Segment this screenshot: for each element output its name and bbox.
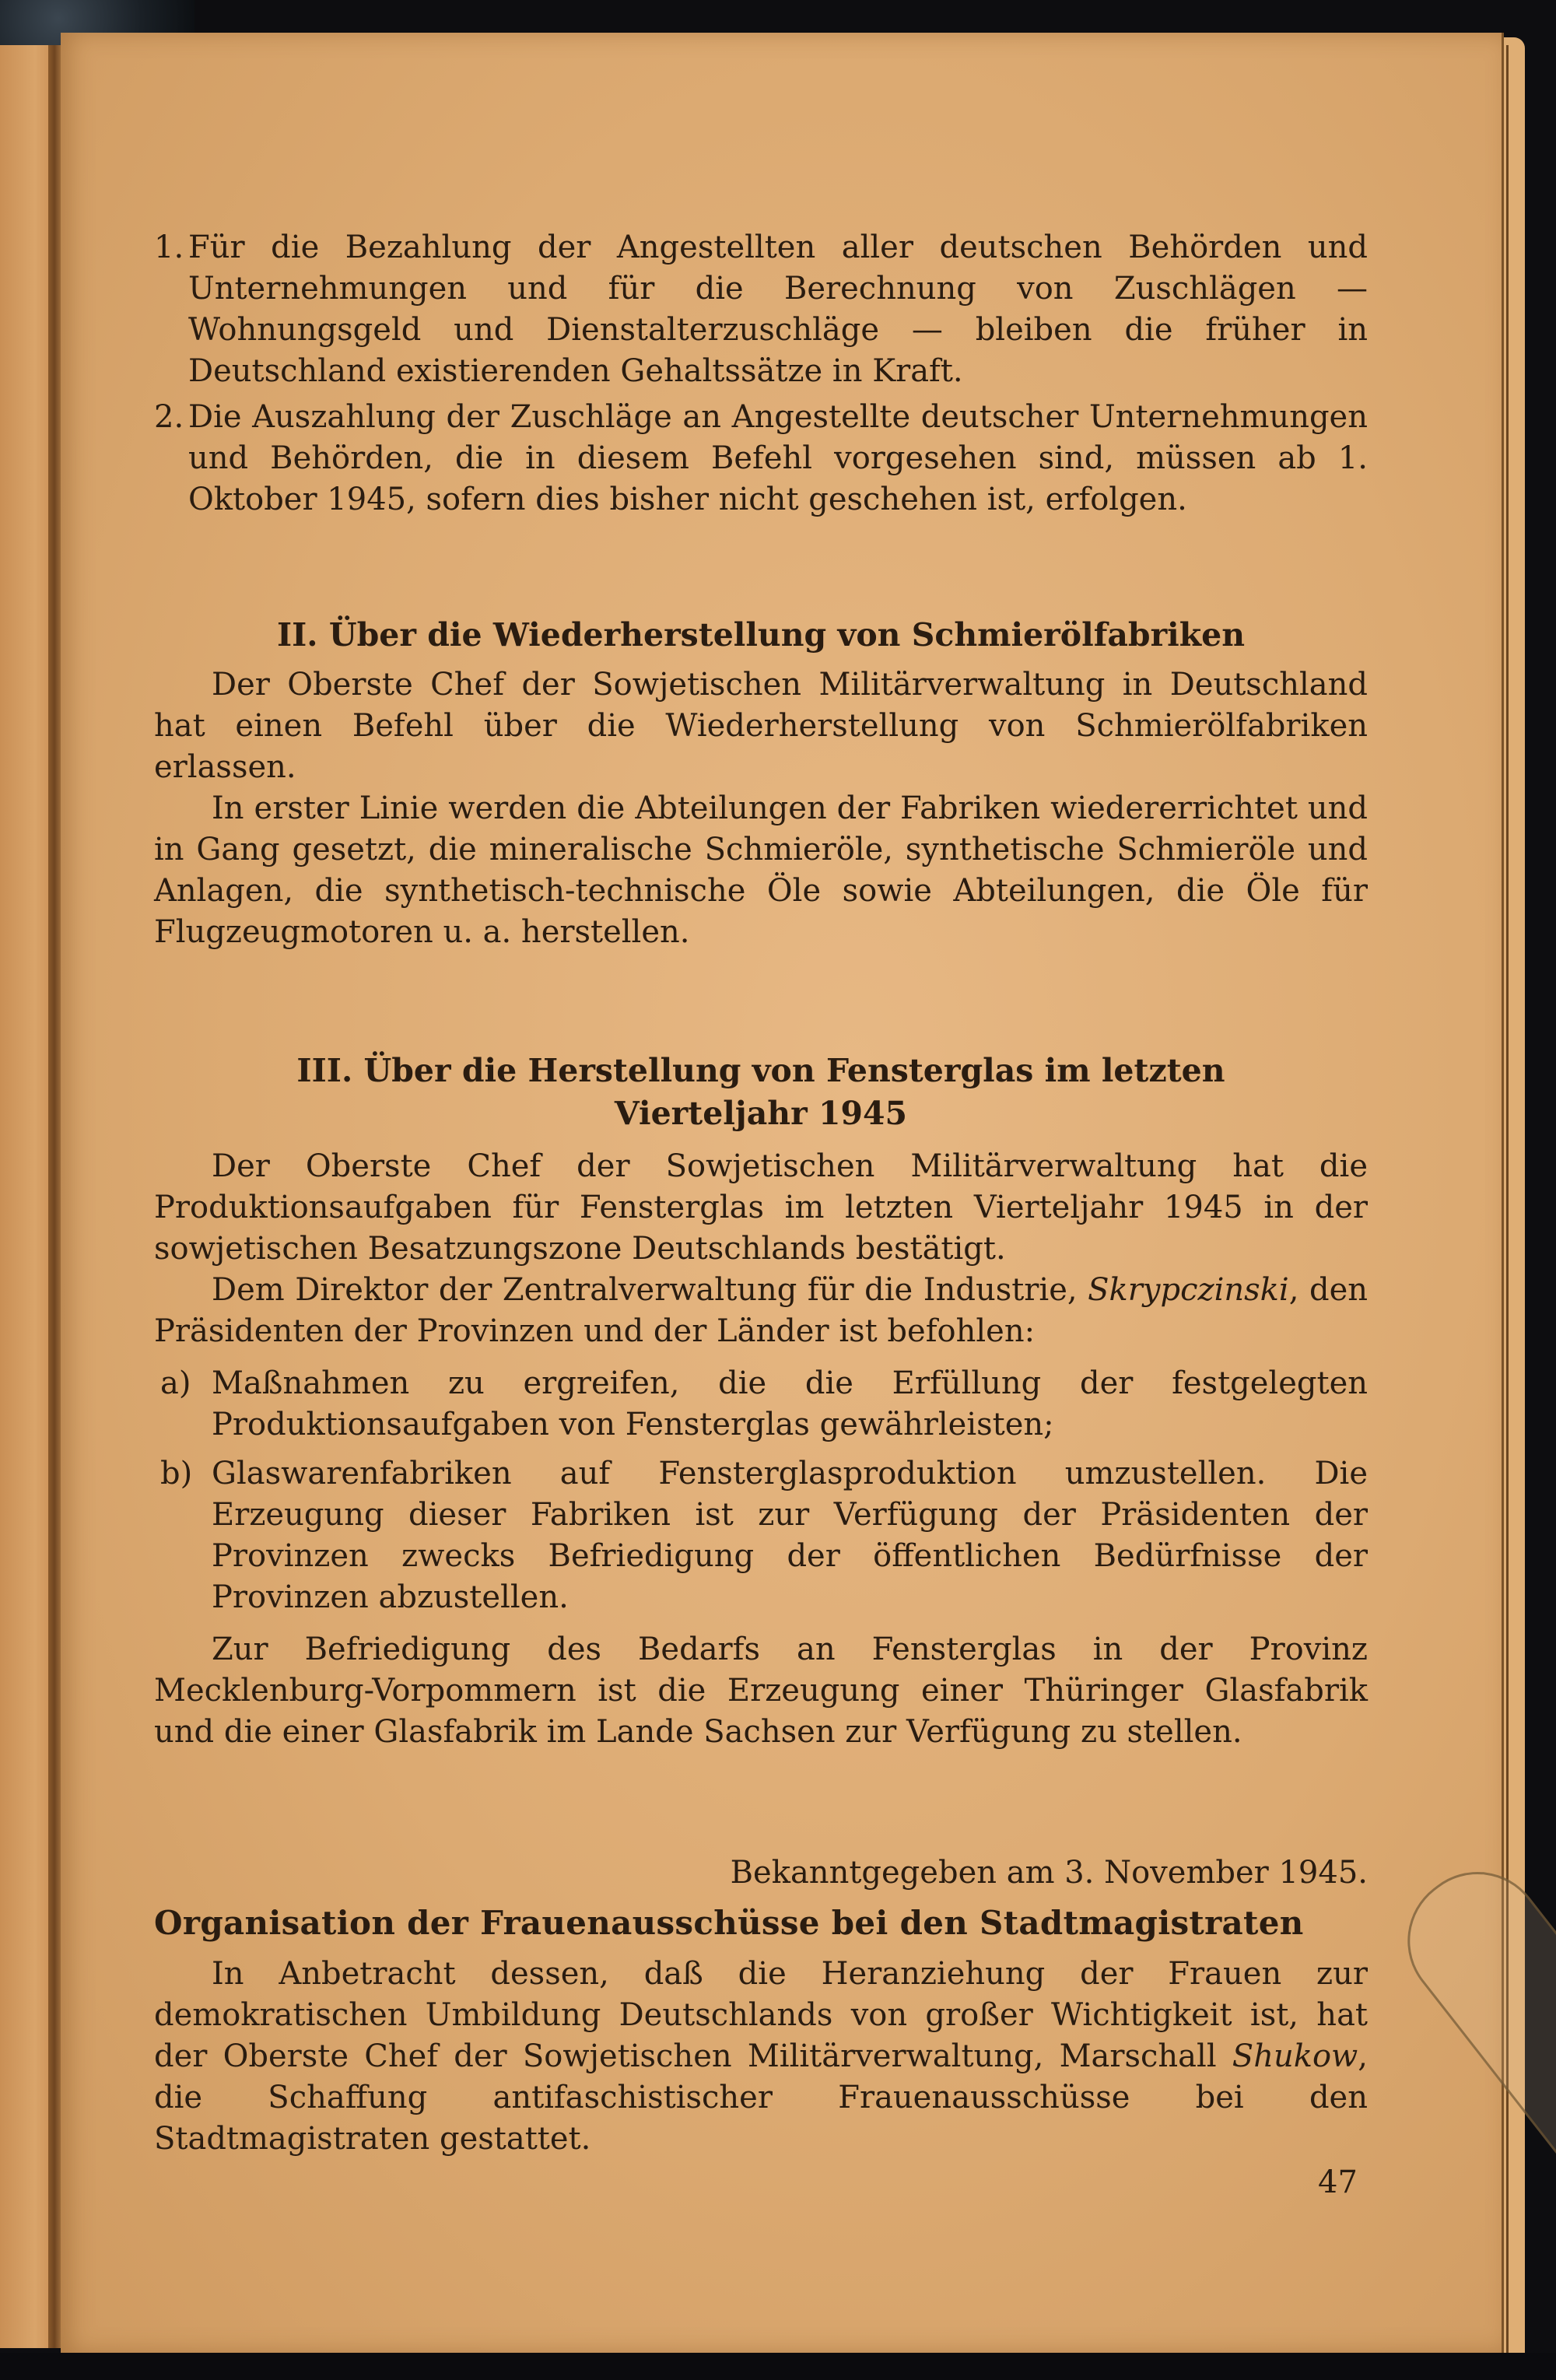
text-run: Dem Direktor der Zentralverwaltung für die Industrie, bbox=[212, 1272, 1088, 1308]
item-number: 1. bbox=[154, 230, 184, 265]
section-heading-iii bbox=[154, 1050, 1368, 1135]
item-text: Glaswarenfabriken auf Fensterglasproduktion umzustellen. Die Erzeugung dieser Fabriken ist zur Verfügung der Präsidenten der Provinzen zwecks Befriedigung der öffentlichen Bedürfnisse der Provinzen abzustellen. bbox=[212, 1456, 1368, 1615]
book-page bbox=[61, 33, 1504, 2355]
text-run: , die Schaffung antifaschistischer Frauenausschüsse bei den Stadtmagistraten gestattet. bbox=[154, 2038, 1368, 2157]
paragraph: In erster Linie werden die Abteilungen der Fabriken wiedererrichtet und in Gang gesetzt, die mineralische Schmieröle, synthetische Schmieröle und Anlagen, die synthetisch-technische Öle sowie Abteilungen, die Öle für Flugzeugmotoren u. a. herstellen. bbox=[154, 790, 1368, 950]
heading-line: III. Über die Herstellung von Fensterglas im letzten bbox=[296, 1052, 1225, 1089]
item-text: Maßnahmen zu ergreifen, die die Erfüllung der festgelegten Produktionsaufgaben von Fensterglas gewährleisten; bbox=[212, 1365, 1368, 1442]
item-letter: b) bbox=[160, 1456, 193, 1491]
list-item bbox=[154, 1453, 1368, 1618]
person-name: Skrypczinski bbox=[1088, 1272, 1289, 1308]
list-item bbox=[154, 227, 1368, 392]
person-name: Shukow bbox=[1232, 2038, 1358, 2074]
book-gutter bbox=[48, 45, 61, 2348]
item-text: Für die Bezahlung der Angestellten aller deutschen Behörden und Unternehmungen und für die Berechnung von Zuschlägen — Wohnungsgeld und Dienstalterzuschläge — bleiben die früher in Deutschland existierenden Gehaltssätze in Kraft. bbox=[188, 230, 1368, 389]
section-heading-ii: II. Über die Wiederherstellung von Schmierölfabriken bbox=[276, 616, 1246, 654]
text-run: , den Präsidenten der Provinzen und der Länder ist befohlen: bbox=[154, 1272, 1368, 1349]
paragraph bbox=[154, 1270, 1368, 1352]
section-heading-org: Organisation der Frauenausschüsse bei den Stadtmagistraten bbox=[154, 1904, 1304, 1942]
item-letter: a) bbox=[160, 1365, 191, 1401]
list-item bbox=[154, 1363, 1368, 1446]
heading-line: Vierteljahr 1945 bbox=[614, 1095, 908, 1132]
text-run: In Anbetracht dessen, daß die Heranziehung der Frauen zur demokratischen Umbildung Deutschlands von großer Wichtigkeit ist, hat der Oberste Chef der Sowjetischen Militärverwaltung, Marschall bbox=[154, 1956, 1368, 2074]
item-text: Die Auszahlung der Zuschläge an Angestellte deutscher Unternehmungen und Behörden, die in diesem Befehl vorgesehen sind, müssen ab 1. Oktober 1945, sofern dies bisher nicht geschehen ist, erfolgen. bbox=[188, 399, 1368, 517]
page-number: 47 bbox=[1318, 2164, 1358, 2200]
background-edge bbox=[0, 2353, 1556, 2380]
paragraph: Zur Befriedigung des Bedarfs an Fensterglas in der Provinz Mecklenburg-Vorpommern ist die Erzeugung einer Thüringer Glasfabrik und die einer Glasfabrik im Lande Sachsen zur Verfügung zu stellen. bbox=[154, 1632, 1368, 1750]
announcement-date: Bekanntgegeben am 3. November 1945. bbox=[730, 1855, 1368, 1891]
paragraph: Der Oberste Chef der Sowjetischen Militärverwaltung in Deutschland hat einen Befehl über die Wiederherstellung von Schmierölfabriken erlassen. bbox=[154, 667, 1368, 785]
paragraph bbox=[154, 1954, 1368, 2160]
paragraph: Der Oberste Chef der Sowjetischen Militärverwaltung hat die Produktionsaufgaben für Fensterglas im letzten Vierteljahr 1945 in der sowjetischen Besatzungszone Deutschlands bestätigt. bbox=[154, 1148, 1368, 1267]
item-number: 2. bbox=[154, 399, 184, 435]
list-item bbox=[154, 397, 1368, 521]
page-content bbox=[154, 227, 1368, 2160]
